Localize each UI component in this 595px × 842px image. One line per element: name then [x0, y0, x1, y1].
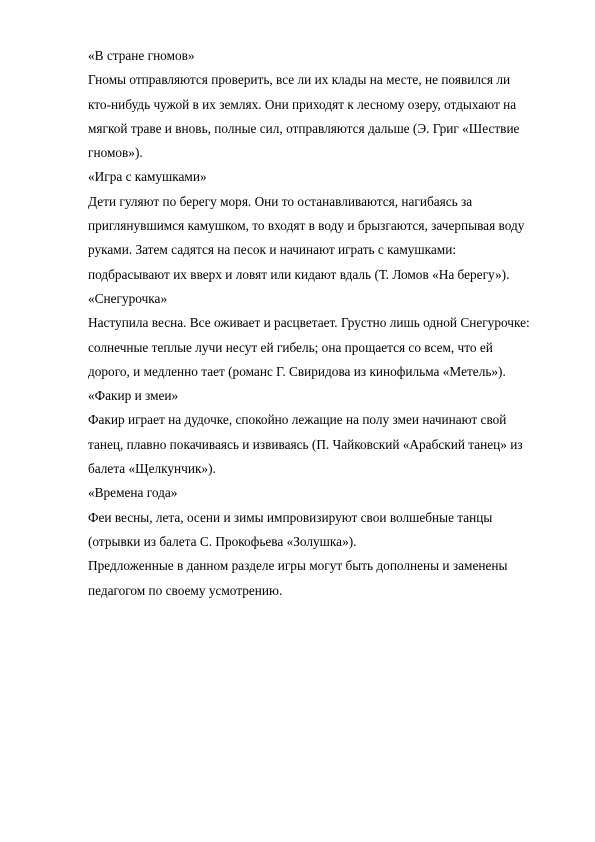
section-title: «Игра с камушками» — [88, 169, 207, 185]
paragraph-line: солнечные теплые лучи несут ей гибель; она прощается со всем, что ей — [88, 339, 493, 355]
paragraph-line: Феи весны, лета, осени и зимы импровизируют свои волшебные танцы — [88, 509, 493, 525]
paragraph-line: мягкой траве и вновь, полные сил, отправляются дальше (Э. Григ «Шествие — [88, 120, 520, 136]
paragraph-line: Предложенные в данном разделе игры могут быть дополнены и заменены — [88, 558, 508, 574]
paragraph-line: педагогом по своему усмотрению. — [88, 582, 283, 598]
paragraph-line: Дети гуляют по берегу моря. Они то останавливаются, нагибаясь за — [88, 193, 473, 209]
closing-paragraph — [88, 554, 558, 603]
paragraph-line: кто-нибудь чужой в их землях. Они приходят к лесному озеру, отдыхают на — [88, 96, 517, 112]
section-title: «В стране гномов» — [88, 48, 195, 63]
paragraph-line: Наступила весна. Все оживает и расцветает. Грустно лишь одной Снегурочке: — [88, 315, 530, 331]
section-seasons — [88, 481, 558, 554]
paragraph-line: гномов»). — [88, 145, 143, 161]
paragraph-line: приглянувшимся камушком, то входят в воду и брызгаются, зачерпывая воду — [88, 218, 525, 234]
paragraph-line: руками. Затем садятся на песок и начинают играть с камушками: — [88, 242, 457, 258]
section-title: «Факир и змеи» — [88, 388, 179, 404]
section-title: «Времена года» — [88, 485, 178, 501]
paragraph-line: (отрывки из балета С. Прокофьева «Золушка»). — [88, 533, 357, 549]
section-gnomes — [88, 44, 558, 165]
document-body — [88, 44, 558, 603]
paragraph-line: балета «Щелкунчик»). — [88, 461, 216, 477]
section-fakir — [88, 384, 558, 481]
section-title: «Снегурочка» — [88, 290, 168, 306]
paragraph-line: Факир играет на дудочке, спокойно лежащие на полу змеи начинают свой — [88, 412, 507, 428]
section-pebbles — [88, 165, 558, 286]
paragraph-line: дорого, и медленно тает (романс Г. Свиридова из кинофильма «Метель»). — [88, 363, 506, 379]
paragraph-line: подбрасывают их вверх и ловят или кидают вдаль (Т. Ломов «На берегу»). — [88, 266, 510, 282]
paragraph-line: Гномы отправляются проверить, все ли их клады на месте, не появился ли — [88, 72, 511, 88]
paragraph-line: танец, плавно покачиваясь и извиваясь (П. Чайковский «Арабский танец» из — [88, 436, 523, 452]
section-snow-maiden — [88, 287, 558, 384]
